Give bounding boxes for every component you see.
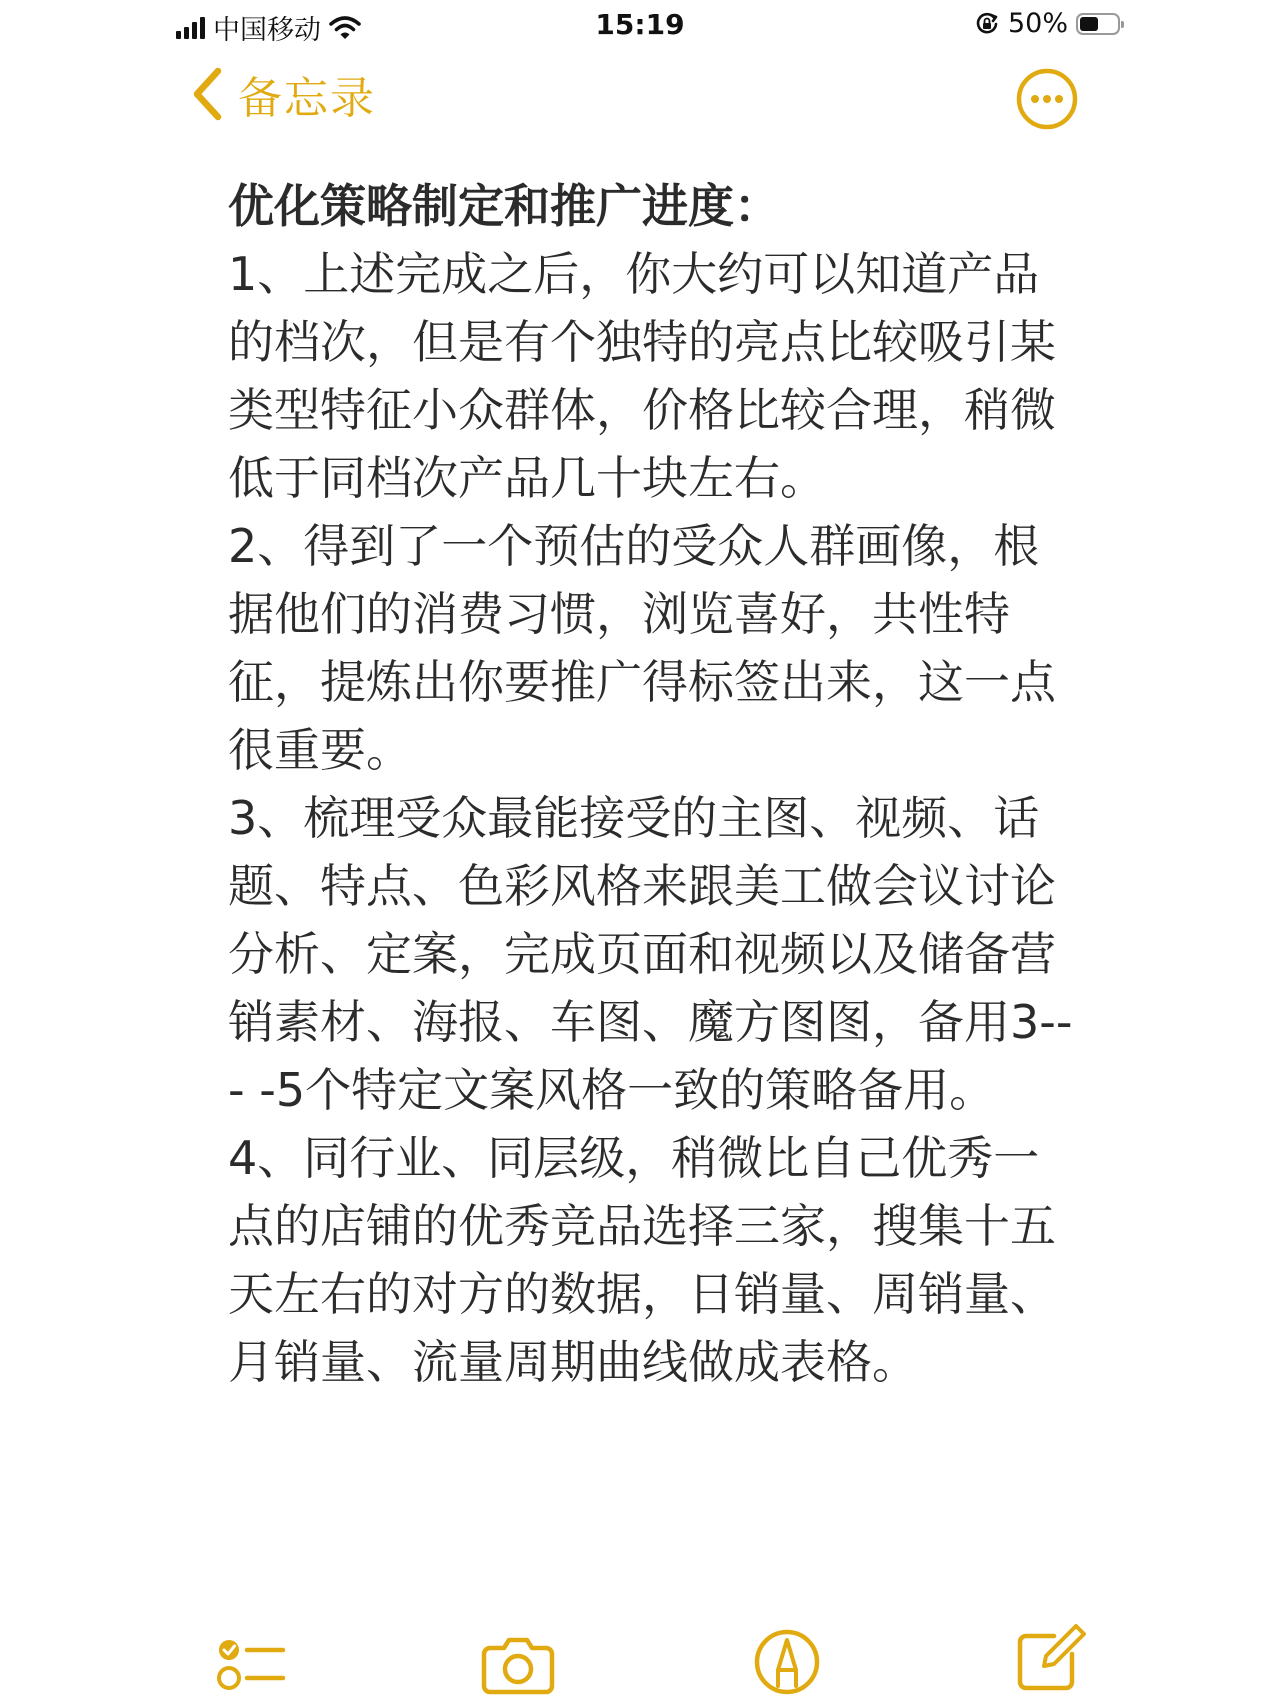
- markup-pen-icon[interactable]: [753, 1628, 821, 1696]
- orientation-lock-icon: [974, 11, 1000, 37]
- note-paragraph-2: 2、得到了一个预估的受众人群画像，根据他们的消费习惯，浏览喜好，共性特征，提炼出你要推广得标签出来，这一点很重要。: [228, 519, 1056, 777]
- back-label: 备忘录: [238, 73, 376, 124]
- note-paragraph-1: 1、上述完成之后，你大约可以知道产品的档次，但是有个独特的亮点比较吸引某类型特征小众群体，价格比较合理，稍微低于同档次产品几十块左右。: [228, 247, 1056, 505]
- battery-icon: [1076, 13, 1120, 35]
- back-button[interactable]: [190, 62, 376, 126]
- compose-icon[interactable]: [1014, 1622, 1086, 1694]
- note-paragraph-4: 4、同行业、同层级，稍微比自己优秀一点的店铺的优秀竞品选择三家，搜集十五天左右的对方的数据，日销量、周销量、月销量、流量周期曲线做成表格。: [228, 1131, 1056, 1389]
- battery-level-fill: [1080, 17, 1098, 31]
- note-paragraph-3: 3、梳理受众最能接受的主图、视频、话题、特点、色彩风格来跟美工做会议讨论分析、定案，完成页面和视频以及储备营销素材、海报、车图、魔方图图，备用3--- -5个特定文案风格一致的策略备用。: [228, 791, 1073, 1117]
- note-body[interactable]: [228, 172, 1078, 1396]
- status-right: [974, 8, 1120, 39]
- ellipsis-circle-icon[interactable]: [1016, 68, 1078, 130]
- chevron-left-icon: [190, 66, 224, 122]
- status-bar: [0, 0, 1280, 50]
- battery-tip: [1121, 21, 1124, 28]
- carrier-name: 中国移动: [213, 15, 321, 46]
- battery-percent: 50%: [1007, 8, 1068, 39]
- status-time: 15:19: [595, 8, 685, 41]
- checklist-icon[interactable]: [215, 1632, 287, 1696]
- camera-icon[interactable]: [480, 1632, 556, 1696]
- note-title: 优化策略制定和推广进度：: [228, 179, 780, 233]
